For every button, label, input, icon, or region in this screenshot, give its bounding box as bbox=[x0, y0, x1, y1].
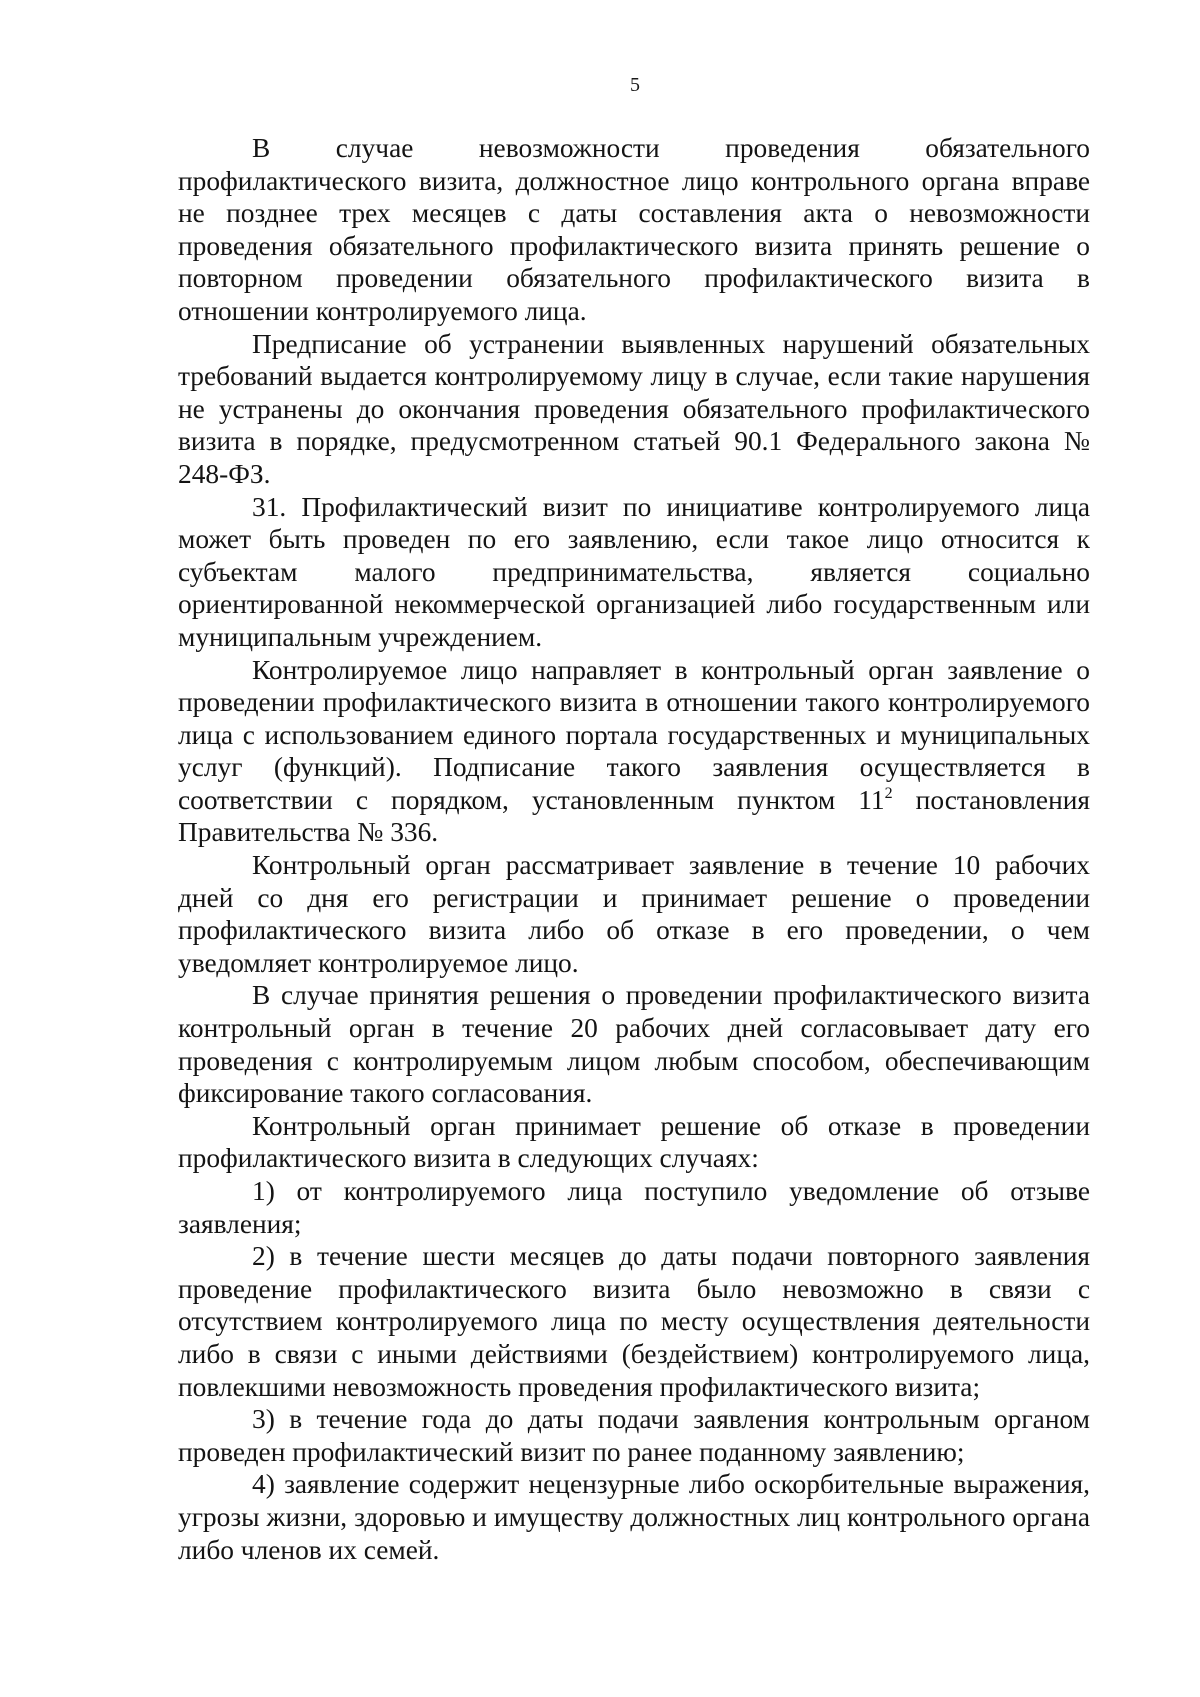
page-number: 5 bbox=[630, 74, 640, 96]
document-body bbox=[178, 132, 1090, 1566]
superscript-mark: 2 bbox=[884, 784, 893, 802]
paragraph-refusal-cases-intro: Контрольный орган принимает решение об отказе в проведении профилактического визита в следующих случаях: bbox=[178, 1110, 1090, 1174]
paragraph-application-text: Контролируемое лицо направляет в контрольный орган заявление о проведении профилактического визита в отношении такого контролируемого лица с использованием единого портала государственных и муниципальных услуг (функций). Подписание такого заявления осуществляется в соответствии с порядком, установленным пунктом 11 bbox=[178, 654, 1090, 815]
paragraph-review-period: Контрольный орган рассматривает заявление в течение 10 рабочих дней со дня его регистрации и принимает решение о проведении профилактического визита либо об отказе в его проведении, о чем уведомляет контролируемое лицо. bbox=[178, 850, 1090, 978]
paragraph-prescription: Предписание об устранении выявленных нарушений обязательных требований выдается контролируемому лицу в случае, если такие нарушения не устранены до окончания проведения обязательного профилактического визита в порядке, предусмотренном статьей 90.1 Федерального закона № 248-ФЗ. bbox=[178, 328, 1090, 489]
paragraph-application-submission bbox=[178, 654, 1090, 850]
list-item-refusal-2: 2) в течение шести месяцев до даты подачи повторного заявления проведение профилактического визита было невозможно в связи с отсутствием контролируемого лица по месту осуществления деятельности либо в связи с иными действиями (бездействием) контролируемого лица, повлекшими невозможность проведения профилактического визита; bbox=[178, 1241, 1090, 1402]
paragraph-impossibility-of-visit: В случае невозможности проведения обязательного профилактического визита, должностное лицо контрольного органа вправе не позднее трех месяцев с даты составления акта о невозможности проведения обязательного профилактического визита принять решение о повторном проведении обязательного профилактического визита в отношении контролируемого лица. bbox=[178, 133, 1090, 326]
list-item-refusal-1: 1) от контролируемого лица поступило уведомление об отзыве заявления; bbox=[178, 1176, 1090, 1239]
paragraph-31-initiative-visit: 31. Профилактический визит по инициативе контролируемого лица может быть проведен по его заявлению, если такое лицо относится к субъектам малого предпринимательства, является социально ориентированной некоммерческой организацией либо государственным или муниципальным учреждением. bbox=[178, 491, 1090, 652]
list-item-refusal-3: 3) в течение года до даты подачи заявления контрольным органом проведен профилактический визит по ранее поданному заявлению; bbox=[178, 1404, 1090, 1467]
paragraph-date-agreement: В случае принятия решения о проведении профилактического визита контрольный орган в течение 20 рабочих дней согласовывает дату его проведения с контролируемым лицом любым способом, обеспечивающим фиксирование такого согласования. bbox=[178, 980, 1090, 1109]
list-item-refusal-4: 4) заявление содержит нецензурные либо оскорбительные выражения, угрозы жизни, здоровью и имуществу должностных лиц контрольного органа либо членов их семей. bbox=[178, 1469, 1090, 1565]
paragraph-application-text-end: постановления Правительства № 336. bbox=[178, 784, 1090, 848]
